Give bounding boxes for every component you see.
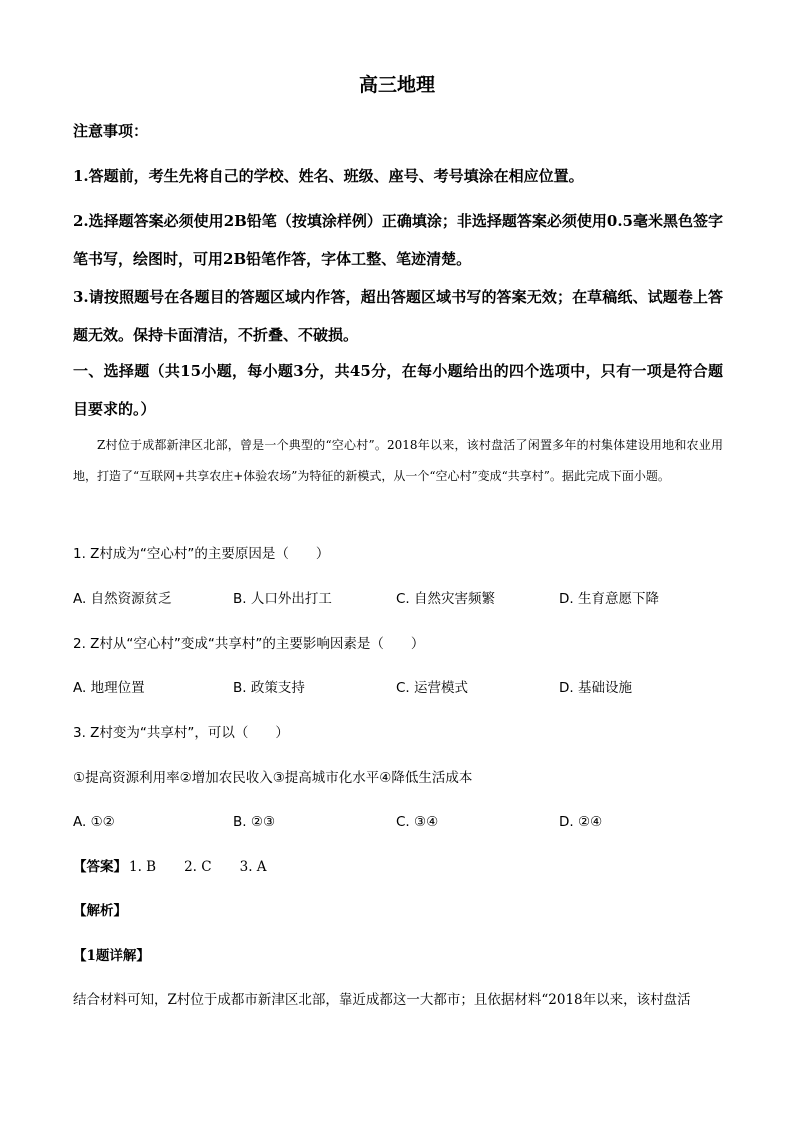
question-3-option-b: B. ②③: [233, 814, 276, 830]
question-2-options: [73, 678, 723, 698]
question-3-options: [73, 812, 723, 832]
notice-item-3: 3.请按照题号在各题目的答题区域内作答，超出答题区域书写的答案无效；在草稿纸、试题卷上答题无效。保持卡面清洁，不折叠、不破损。: [73, 288, 723, 344]
answer-tag: 【答案】: [73, 859, 127, 875]
question-1-option-c: C. 自然灾害频繁: [396, 591, 496, 607]
reading-passage: Z村位于成都新津区北部，曾是一个典型的“空心村”。2018年以来，该村盘活了闲置多年的村集体建设用地和农业用地，打造了“互联网+共享农庄+体验农场”为特征的新模式，从一个“空心村”变成“共享村”。据此完成下面小题。: [73, 438, 723, 483]
notice-item-2: 2.选择题答案必须使用2B铅笔（按填涂样例）正确填涂；非选择题答案必须使用0.5毫米黑色签字笔书写，绘图时，可用2B铅笔作答，字体工整、笔迹清楚。: [73, 212, 723, 268]
question-3-option-c: C. ③④: [396, 814, 439, 830]
question-2-option-c: C. 运营模式: [396, 680, 469, 696]
question-1-option-d: D. 生育意愿下降: [559, 591, 659, 607]
detail-tag-1: 【1题详解】: [73, 948, 150, 964]
question-3-option-a: A. ①②: [73, 814, 115, 830]
question-1-options: [73, 589, 723, 609]
answer-3: 3. A: [239, 859, 267, 875]
question-2-option-a: A. 地理位置: [73, 680, 145, 696]
question-1-stem: 1. Z村成为“空心村”的主要原因是（ ）: [73, 546, 330, 562]
question-1-option-b: B. 人口外出打工: [233, 591, 332, 607]
answer-2: 2. C: [184, 859, 212, 875]
answer-1: 1. B: [129, 859, 157, 875]
notice-item-1: 1.答题前，考生先将自己的学校、姓名、班级、座号、考号填涂在相应位置。: [73, 167, 584, 185]
analysis-tag: 【解析】: [73, 903, 127, 919]
question-2-option-d: D. 基础设施: [559, 680, 632, 696]
question-2-option-b: B. 政策支持: [233, 680, 305, 696]
analysis-text: 结合材料可知，Z村位于成都市新津区北部，靠近成都这一大都市；且依据材料“2018年以来，该村盘活: [73, 992, 691, 1008]
question-2-stem: 2. Z村从“空心村”变成“共享村”的主要影响因素是（ ）: [73, 636, 425, 652]
question-3-statements: ①提高资源利用率②增加农民收入③提高城市化水平④降低生活成本: [73, 770, 473, 786]
section-heading: 一、选择题（共15小题，每小题3分，共45分，在每小题给出的四个选项中，只有一项是符合题目要求的。）: [73, 362, 723, 418]
answer-line: [73, 857, 723, 877]
question-3-stem: 3. Z村变为“共享村”，可以（ ）: [73, 725, 289, 741]
page-title: 高三地理: [358, 74, 435, 96]
notice-heading: 注意事项：: [73, 122, 149, 140]
question-3-option-d: D. ②④: [559, 814, 603, 830]
question-1-option-a: A. 自然资源贫乏: [73, 591, 172, 607]
